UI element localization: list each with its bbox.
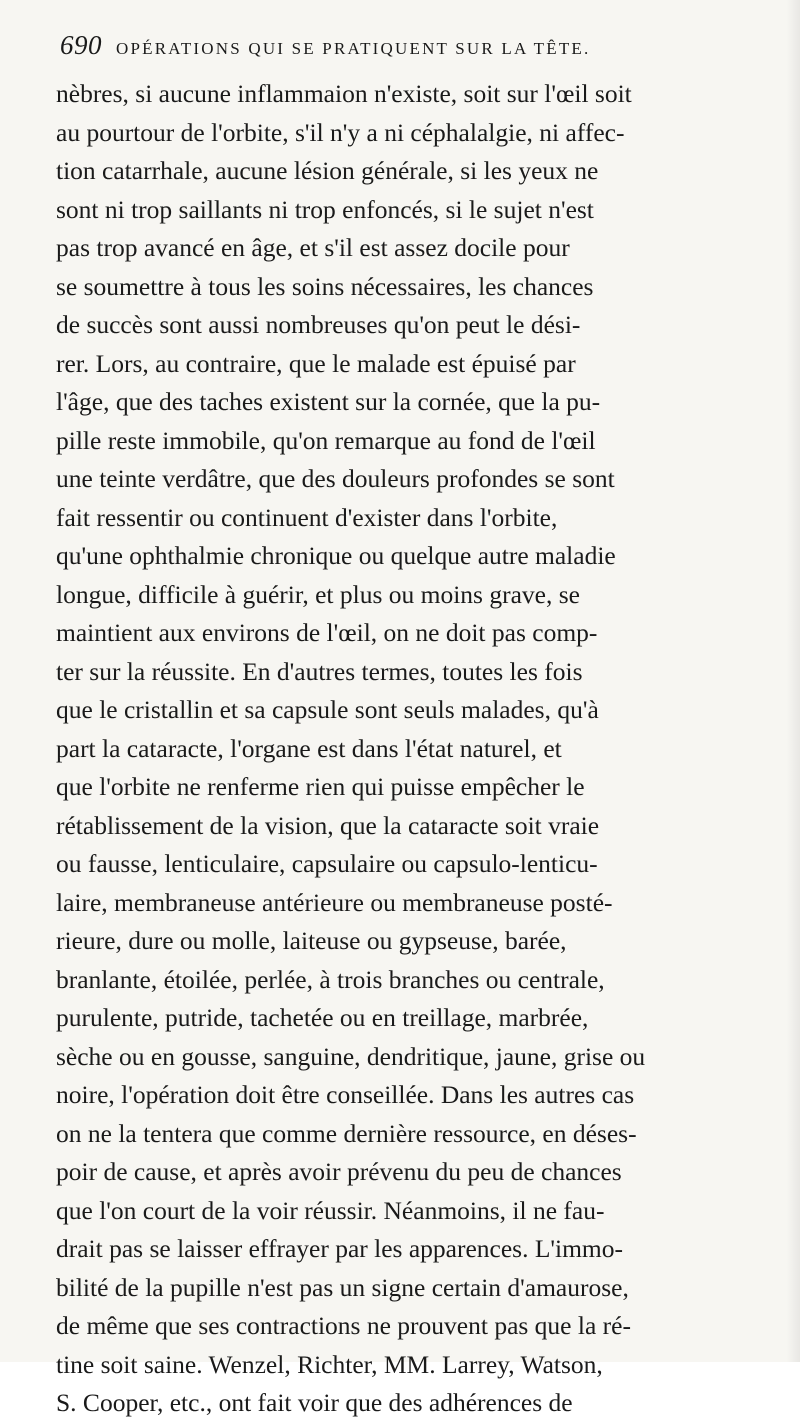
text-line: laire, membraneuse antérieure ou membraneuse posté- <box>56 887 613 917</box>
page-edge-shadow <box>786 0 800 1362</box>
text-line: au pourtour de l'orbite, s'il n'y a ni céphalalgie, ni affec- <box>56 117 625 147</box>
text-line: maintient aux environs de l'œil, on ne doit pas comp- <box>56 618 598 647</box>
text-line: longue, difficile à guérir, et plus ou moins grave, se <box>56 579 580 609</box>
text-line: tion catarrhale, aucune lésion générale, si les yeux ne <box>56 156 599 185</box>
text-line: qu'une ophthalmie chronique ou quelque autre maladie <box>56 541 616 570</box>
text-line: bilité de la pupille n'est pas un signe certain d'amaurose, <box>56 1272 629 1302</box>
text-line: nèbres, si aucune inflammaion n'existe, soit sur l'œil soit <box>56 79 632 108</box>
text-line: pille reste immobile, qu'on remarque au fond de l'œil <box>56 425 596 455</box>
text-line: part la cataracte, l'organe est dans l'état naturel, et <box>56 733 562 763</box>
text-line: sont ni trop saillants ni trop enfoncés, si le sujet n'est <box>56 194 594 224</box>
page-number: 690 <box>60 30 102 60</box>
text-line: que l'orbite ne renferme rien qui puisse empêcher le <box>56 772 585 801</box>
text-line: ou fausse, lenticulaire, capsulaire ou capsulo-lenticu- <box>56 849 598 878</box>
text-line: de succès sont aussi nombreuses qu'on peut le dési- <box>56 310 581 339</box>
text-line: l'âge, que des taches existent sur la cornée, que la pu- <box>56 387 601 416</box>
text-line: que l'on court de la voir réussir. Néanmoins, il ne fau- <box>56 1195 605 1225</box>
text-line: tine soit saine. Wenzel, Richter, MM. Larrey, Watson, <box>56 1349 603 1379</box>
text-line: de même que ses contractions ne prouvent pas que la ré- <box>56 1311 631 1340</box>
text-line: ter sur la réussite. En d'autres termes, toutes les fois <box>56 656 583 686</box>
text-line: sèche ou en gousse, sanguine, dendritique, jaune, grise ou <box>56 1041 646 1071</box>
body-text <box>56 75 744 1423</box>
text-line: une teinte verdâtre, que des douleurs profondes se sont <box>56 464 615 493</box>
running-head: OPÉRATIONS QUI SE PRATIQUENT SUR LA TÊTE. <box>116 39 591 58</box>
text-line: fait ressentir ou continuent d'exister dans l'orbite, <box>56 502 558 532</box>
text-line: rer. Lors, au contraire, que le malade est épuisé par <box>56 348 576 378</box>
text-line: noire, l'opération doit être conseillée. Dans les autres cas <box>56 1080 635 1109</box>
text-line: se soumettre à tous les soins nécessaires, les chances <box>56 271 594 301</box>
text-line: rétablissement de la vision, que la cataracte soit vraie <box>56 810 600 840</box>
text-line: branlante, étoilée, perlée, à trois branches ou centrale, <box>56 964 605 994</box>
text-line: on ne la tentera que comme dernière ressource, en déses- <box>56 1118 637 1148</box>
page-header <box>60 30 760 66</box>
text-line: purulente, putride, tachetée ou en treillage, marbrée, <box>56 1003 589 1032</box>
text-line: que le cristallin et sa capsule sont seuls malades, qu'à <box>56 695 599 724</box>
text-line: S. Cooper, etc., ont fait voir que des adhérences de <box>56 1388 573 1417</box>
text-line: poir de cause, et après avoir prévenu du peu de chances <box>56 1157 622 1186</box>
text-line: rieure, dure ou molle, laiteuse ou gypseuse, barée, <box>56 926 567 955</box>
text-line: drait pas se laisser effrayer par les apparences. L'immo- <box>56 1234 624 1263</box>
text-line: pas trop avancé en âge, et s'il est assez docile pour <box>56 233 570 262</box>
